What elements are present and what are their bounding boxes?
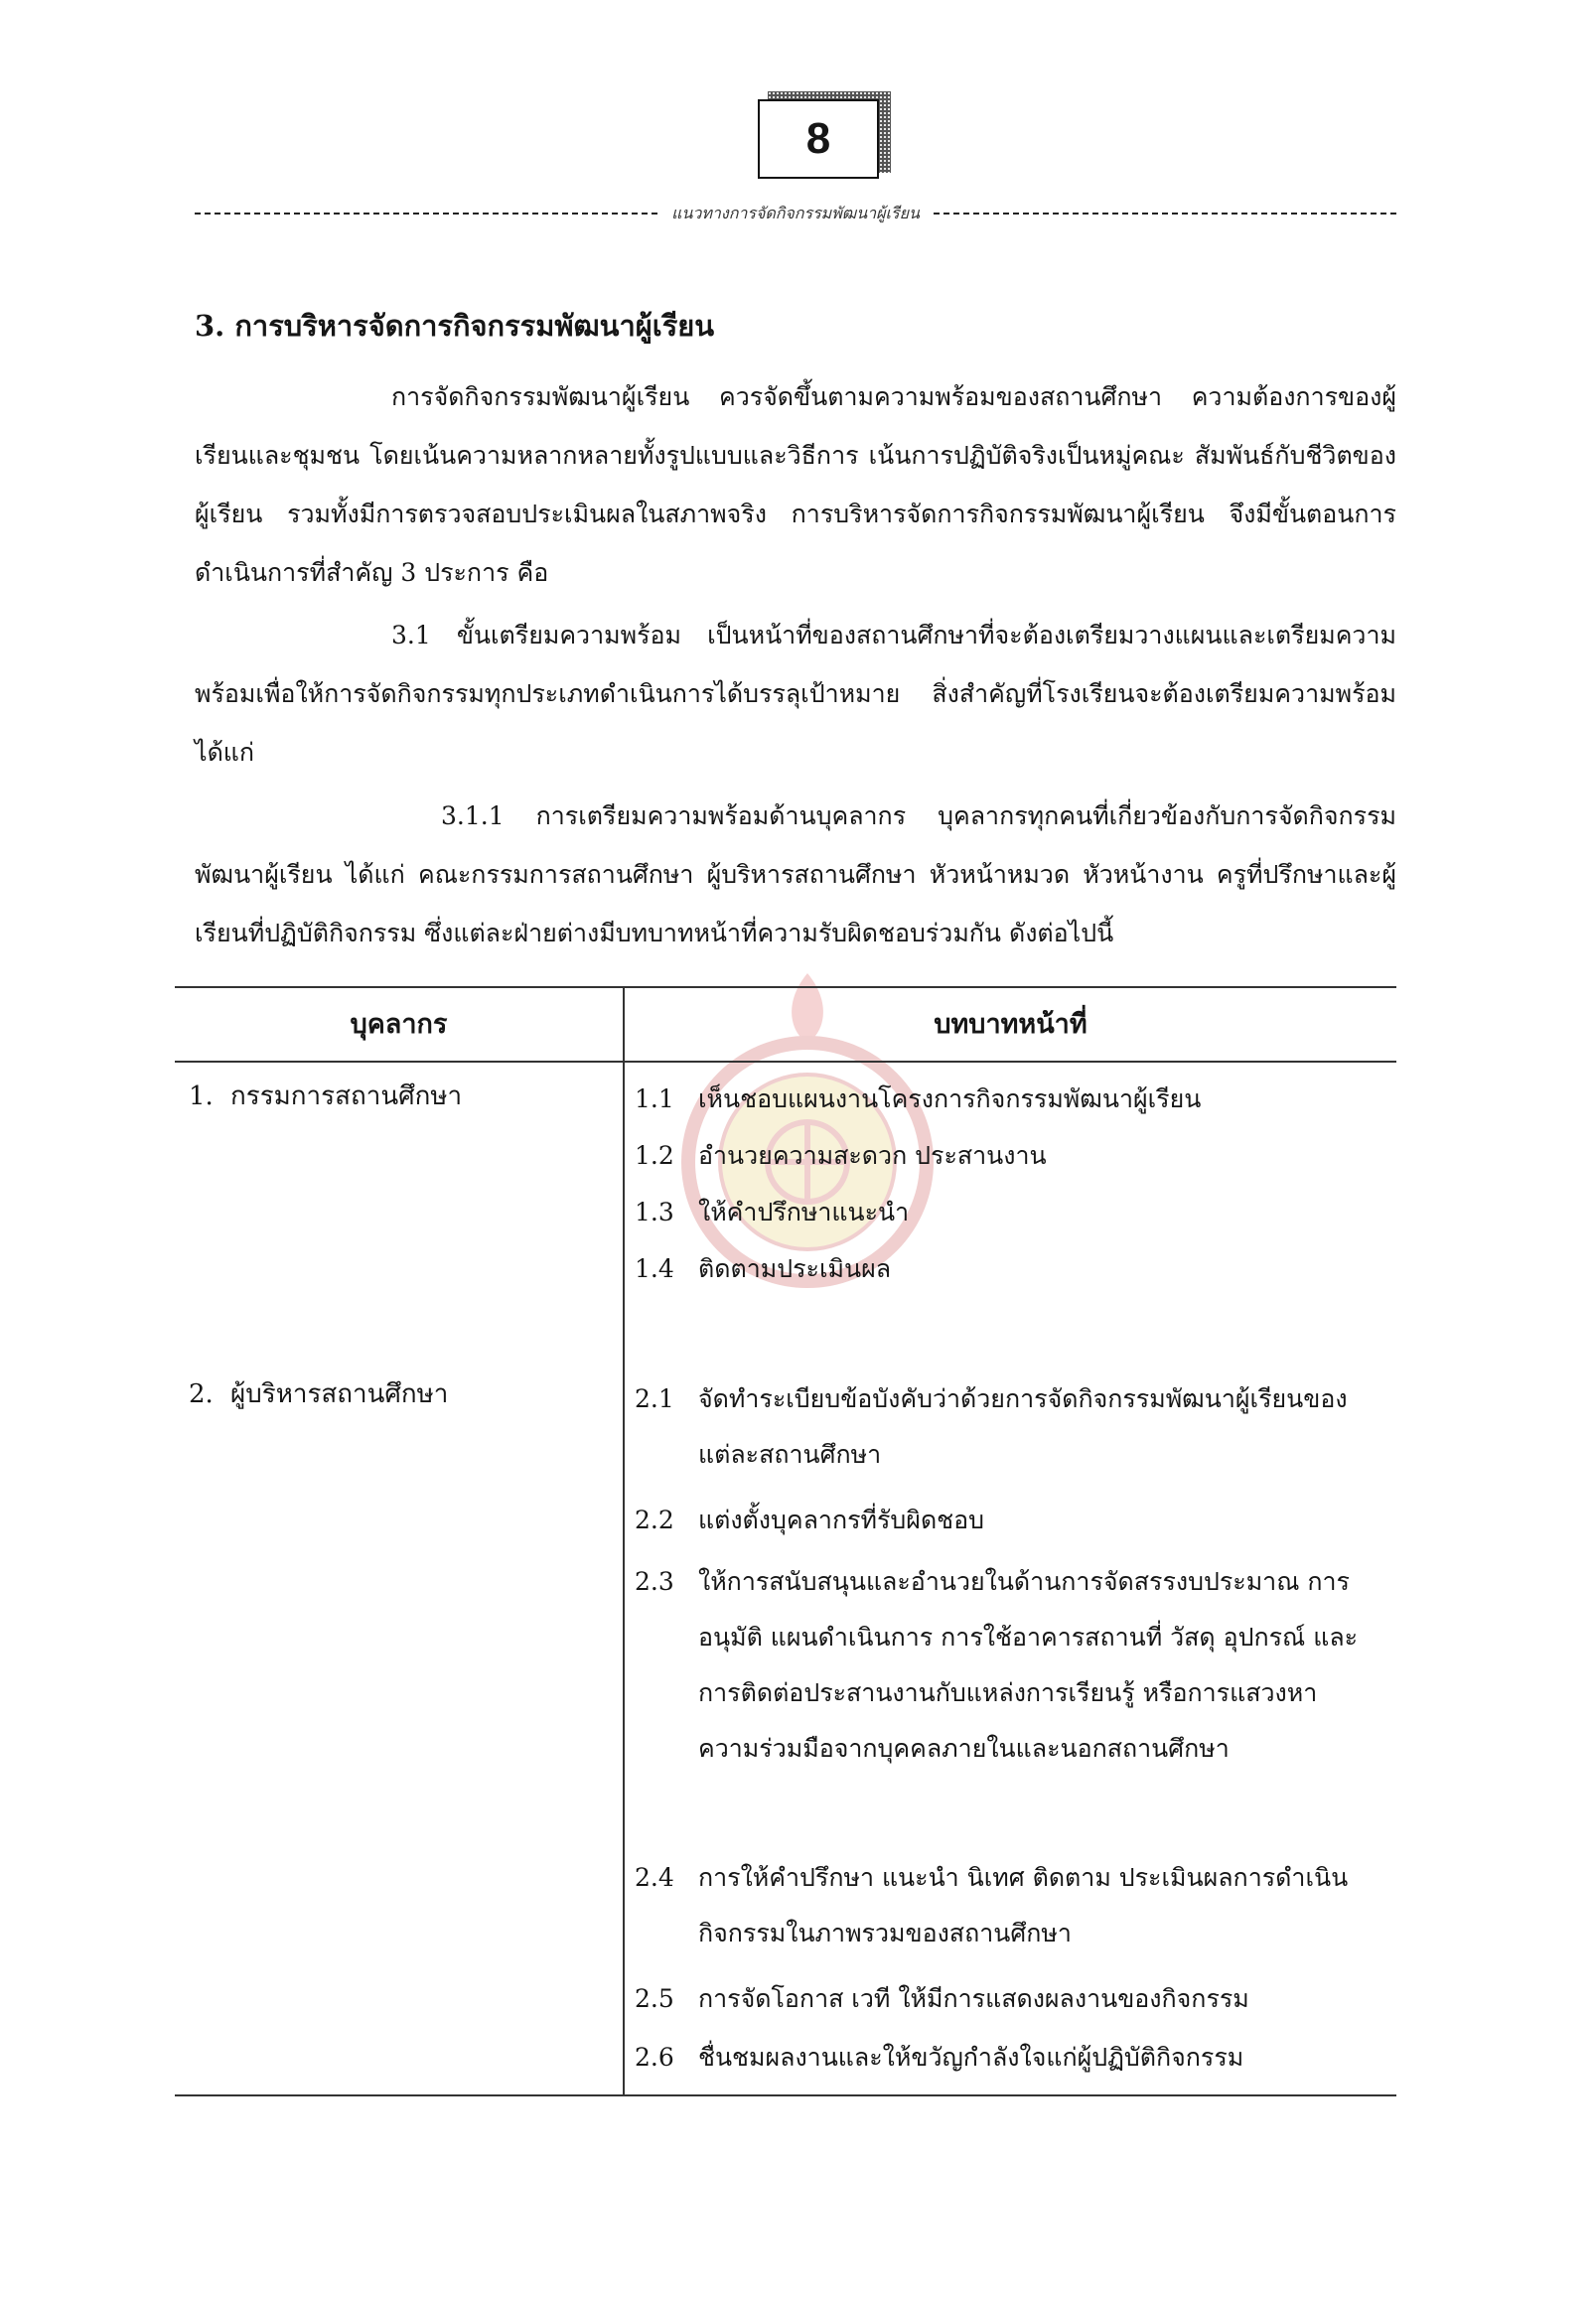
duty-number: 1.2: [635, 1141, 674, 1170]
header-rule-left: [195, 213, 657, 215]
duty-number: 2.6: [635, 2043, 674, 2072]
duty-item: [635, 1072, 1370, 1127]
duty-text: ชื่นชมผลงานและให้ขวัญกำลังใจแก่ผู้ปฏิบัติกิจกรรม: [698, 2043, 1244, 2072]
table-header-rule: [175, 1061, 1396, 1063]
duty-text: การจัดโอกาส เวที ให้มีการแสดงผลงานของกิจกรรม: [698, 1984, 1249, 2013]
column-header-personnel: บุคลากร: [350, 1009, 448, 1040]
duty-item: [635, 1554, 1370, 1777]
duty-item: [635, 1850, 1370, 1961]
running-header: [195, 199, 1396, 228]
duty-item: [635, 1185, 1370, 1240]
duty-number: 2.5: [635, 1984, 674, 2013]
duty-item: [635, 1241, 1370, 1297]
paragraph-3-1-1: 3.1.1 การเตรียมความพร้อมด้านบุคลากร บุคลากรทุกคนที่เกี่ยวข้องกับการจัดกิจกรรม พัฒนาผู้เรียน ได้แก่ คณะกรรมการสถานศึกษา ผู้บริหารสถานศึกษา หัวหน้าหมวด หัวหน้างาน ครูที่ปรึกษาและผู้เรียนที่ปฏิบัติกิจกรรม ซึ่งแต่ละฝ่ายต่างมีบทบาทหน้าที่ความรับผิดชอบร่วมกัน ดังต่อไปนี้: [195, 801, 1396, 947]
paragraph-intro: การจัดกิจกรรมพัฒนาผู้เรียน ควรจัดขึ้นตามความพร้อมของสถานศึกษา ความต้องการของผู้เรียนและชุมชน โดยเน้นความหลากหลายทั้งรูปแบบและวิธีการ เน้นการปฏิบัติจริงเป็นหมู่คณะ สัมพันธ์กับชีวิตของผู้เรียน รวมทั้งมีการตรวจสอบประเมินผลในสภาพจริง การบริหารจัดการกิจกรรมพัฒนาผู้เรียน จึงมีขั้นตอนการดำเนินการที่สำคัญ 3 ประการ คือ: [195, 382, 1396, 587]
duty-item: [635, 1128, 1370, 1184]
running-title: แนวทางการจัดกิจกรรมพัฒนาผู้เรียน: [671, 203, 920, 222]
duty-number: 2.2: [635, 1506, 674, 1534]
duty-text: อำนวยความสะดวก ประสานงาน: [698, 1141, 1047, 1170]
person-name: ผู้บริหารสถานศึกษา: [230, 1379, 449, 1409]
column-header-duties: บทบาทหน้าที่: [934, 1009, 1088, 1040]
duty-item: [635, 1971, 1370, 2027]
duty-item: [635, 1371, 1370, 1483]
duty-number: 1.1: [635, 1084, 674, 1113]
duty-number: 2.1: [635, 1384, 674, 1413]
header-rule-right: [934, 213, 1396, 215]
person-name: กรรมการสถานศึกษา: [230, 1081, 463, 1111]
roles-table: [175, 986, 1396, 2096]
page-number: 8: [758, 99, 879, 179]
duty-number: 2.3: [635, 1567, 674, 1596]
duty-text: การให้คำปรึกษา แนะนำ นิเทศ ติดตาม ประเมินผลการดำเนินกิจกรรมในภาพรวมของสถานศึกษา: [698, 1863, 1349, 1947]
duty-number: 1.4: [635, 1254, 674, 1283]
section-heading: 3. การบริหารจัดการกิจกรรมพัฒนาผู้เรียน: [195, 309, 715, 343]
duty-text: เห็นชอบแผนงานโครงการกิจกรรมพัฒนาผู้เรียน: [698, 1084, 1202, 1113]
duty-text: ให้คำปรึกษาแนะนำ: [698, 1198, 910, 1226]
duty-number: 1.3: [635, 1198, 674, 1226]
table-column-divider: [623, 986, 625, 2096]
table-bottom-rule: [175, 2094, 1396, 2096]
page-number-box: [758, 99, 879, 179]
paragraph-3-1: 3.1 ขั้นเตรียมความพร้อม เป็นหน้าที่ของสถานศึกษาที่จะต้องเตรียมวางแผนและเตรียมความพร้อมเพื่อให้การจัดกิจกรรมทุกประเภทดำเนินการได้บรรลุเป้าหมาย สิ่งสำคัญที่โรงเรียนจะต้องเตรียมความพร้อมได้แก่: [195, 621, 1396, 767]
duty-item: [635, 1493, 1370, 1548]
person-row-1: [189, 1076, 462, 1116]
duty-number: 2.4: [635, 1863, 674, 1892]
duty-text: ติดตามประเมินผล: [698, 1254, 892, 1283]
duty-item: [635, 2030, 1370, 2086]
person-row-2: [189, 1373, 448, 1414]
person-number: 1.: [189, 1081, 214, 1111]
duty-text: ให้การสนับสนุนและอำนวยในด้านการจัดสรรงบประมาณ การอนุมัติ แผนดำเนินการ การใช้อาคารสถานที่ วัสดุ อุปกรณ์ และการติดต่อประสานงานกับแหล่งการเรียนรู้ หรือการแสวงหาความร่วมมือจากบุคคลภายในและนอกสถานศึกษา: [698, 1567, 1359, 1763]
person-number: 2.: [189, 1379, 214, 1409]
duty-text: แต่งตั้งบุคลากรที่รับผิดชอบ: [698, 1506, 985, 1534]
duty-text: จัดทำระเบียบข้อบังคับว่าด้วยการจัดกิจกรรมพัฒนาผู้เรียนของแต่ละสถานศึกษา: [698, 1384, 1348, 1469]
